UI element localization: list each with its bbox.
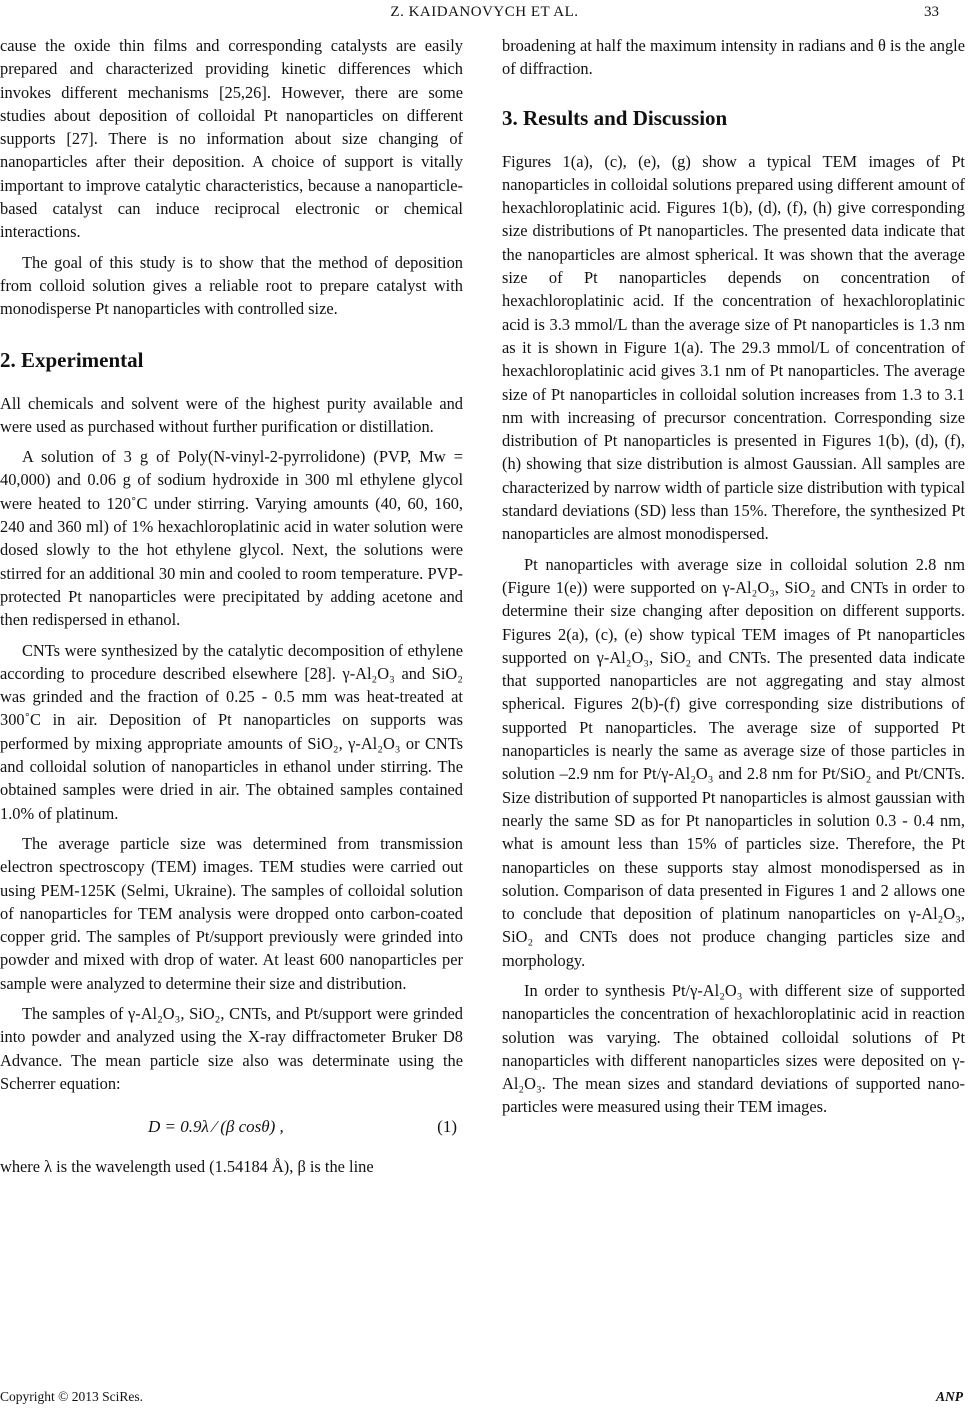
page-number: 33 — [924, 4, 939, 20]
results-paragraph-3: In order to synthesis Pt/γ-Al₂O₃ with different size of supported nanoparticles the concentration of hexachloroplatinic acid in reaction solution was varying. The obtained colloidal solutions of Pt nanoparticles with different nanoparticles sizes were deposited on γ-Al₂O₃. The mean sizes and standard deviations of supported nanoparticles were measured using their TEM images. — [502, 980, 965, 1117]
equation-body: D = 0.9λ ⁄ (β cosθ) , — [148, 1117, 284, 1137]
copyright-notice: Copyright © 2013 SciRes. — [0, 1389, 144, 1404]
intro-paragraph-1: cause the oxide thin films and corresponding catalysts are easily prepared and characterized providing kinetic differences which invokes different mechanisms [25,26]. However, there are some studies about deposition of colloidal Pt nanoparticles on different supports [27]. There is no information about size changing of nanoparticles after their deposition. A choice of support is vitally important to improve catalytic characteristics, because a nanoparticle-based catalyst can induce reciprocal electronic or chemical interactions. — [0, 36, 463, 242]
running-title: Z. KAIDANOVYCH ET AL. — [390, 4, 579, 20]
right-column — [502, 34, 965, 1119]
section-heading-experimental: 2. Experimental — [0, 347, 144, 372]
scherrer-equation — [0, 1109, 463, 1145]
section-heading-results: 3. Results and Discussion — [502, 105, 728, 130]
continued-paragraph: broadening at half the maximum intensity in radians and θ is the angle of diffraction. — [502, 36, 965, 79]
experimental-paragraph-3: CNTs were synthesized by the catalytic decomposition of ethylene according to procedure described elsewhere [28]. γ-Al₂O₃ and SiO₂ was grinded and the fraction of 0.25 - 0.5 mm was heat-treated at 300˚C in air. Deposition of Pt nanoparticles on supports was performed by mixing appropriate amounts of SiO₂, γ-Al₂O₃ or CNTs and colloidal solution of nanoparticles in ethanol under stirring. The obtained samples were dried in air. The obtained samples contained 1.0% of platinum. — [0, 640, 463, 823]
experimental-paragraph-5: The samples of γ-Al₂O₃, SiO₂, CNTs, and Pt/support were grinded into powder and analyzed using the X-ray diffractometer Bruker D8 Advance. The mean particle size also was determinate using the Scherrer equation: — [0, 1003, 463, 1093]
page-header — [0, 4, 969, 24]
left-column — [0, 34, 463, 1178]
page-footer — [0, 1389, 969, 1415]
experimental-paragraph-6: where λ is the wavelength used (1.54184 Å), β is the line — [0, 1157, 374, 1177]
experimental-paragraph-1: All chemicals and solvent were of the highest purity available and were used as purchased without further purification or distillation. — [0, 393, 463, 436]
results-paragraph-1: Figures 1(a), (c), (e), (g) show a typical TEM images of Pt nanoparticles in colloidal solutions prepared using different amount of hexachloroplatinic acid. Figures 1(b), (d), (f), (h) give corresponding size distributions of Pt nanoparticles. The presented data indicate that the nanoparticles are almost spherical. It was shown that the average size of Pt nanoparticles depends on concentration of hexachloroplatinic acid. If the concentration of hexachloroplatinic acid is 3.3 mmol/L than the average size of Pt nanoparticles is 1.3 nm as it is shown in Figure 1(a). The 29.3 mmol/L of concentration of hexachloroplatinic acid gives 3.1 nm of Pt nanoparticles. The average size of Pt nanoparticles in colloidal solution increases from 1.3 to 3.1 nm with increasing of precursor concentration. Corresponding size distribution of Pt nanoparticles is presented in Figures 1(b), (d), (f), (h) showing that size distribution is almost Gaussian. All samples are characterized by narrow width of particle size distribution with typical standard deviations (SD) less than 15%. Therefore, the synthesized Pt nanoparticles are almost monodispersed. — [502, 151, 965, 544]
experimental-paragraph-4: The average particle size was determined from transmission electron spectroscopy (TEM) images. TEM studies were carried out using PEM-125K (Selmi, Ukraine). The samples of colloidal solution of nanoparticles for TEM analysis were dropped onto carbon-coated copper grid. The samples of Pt/support previously were grinded into powder and mixed with drop of water. At least 600 nanoparticles per sample were analyzed to determine their size and distribution. — [0, 833, 463, 993]
equation-number: (1) — [437, 1117, 457, 1137]
experimental-paragraph-2: A solution of 3 g of Poly(N-vinyl-2-pyrrolidone) (PVP, Mw = 40,000) and 0.06 g of sodium hydroxide in 300 ml ethylene glycol were heated to 120˚C under stirring. Varying amounts (40, 60, 160, 240 and 360 ml) of 1% hexachloroplatinic acid in water solution were dosed slowly to the hot ethylene glycol. Next, the solutions were stirred for an additional 30 min and cooled to room temperature. PVP-protected Pt nanoparticles were precipitated by adding acetone and then redispersed in ethanol. — [0, 447, 463, 630]
results-paragraph-2: Pt nanoparticles with average size in colloidal solution 2.8 nm (Figure 1(e)) were supported on γ-Al₂O₃, SiO₂ and CNTs in order to determine their size changing after deposition on different supports. Figures 2(a), (c), (e) show typical TEM images of Pt nanoparticles supported on γ-Al₂O₃, SiO₂ and CNTs. The presented data indicate that supported nanoparticles are not aggregating and stay almost spherical. Figures 2(b)-(f) give corresponding size distributions of supported Pt nanoparticles. The average size of supported Pt nanoparticles is nearly the same as average size of those particles in solution –2.9 nm for Pt/γ-Al₂O₃ and 2.8 nm for Pt/SiO₂ and Pt/CNTs. Size distribution of supported Pt nanoparticles is almost gaussian with nearly the same SD as for Pt nanoparticles in solution 0.3 - 0.4 nm, what is amount less than 15% of particles size. Therefore, the Pt nanoparticles on these supports stay almost monodispersed as in solution. Comparison of data presented in Figures 1 and 2 allows one to conclude that deposition of platinum nanoparticles on γ-Al₂O₃, SiO₂ and CNTs does not produce changing particles size and morphology. — [502, 554, 965, 970]
intro-paragraph-2: The goal of this study is to show that the method of deposition from colloid solution gives a reliable root to prepare catalyst with monodisperse Pt nanoparticles with controlled size. — [0, 252, 463, 319]
journal-abbreviation: ANP — [936, 1389, 963, 1404]
